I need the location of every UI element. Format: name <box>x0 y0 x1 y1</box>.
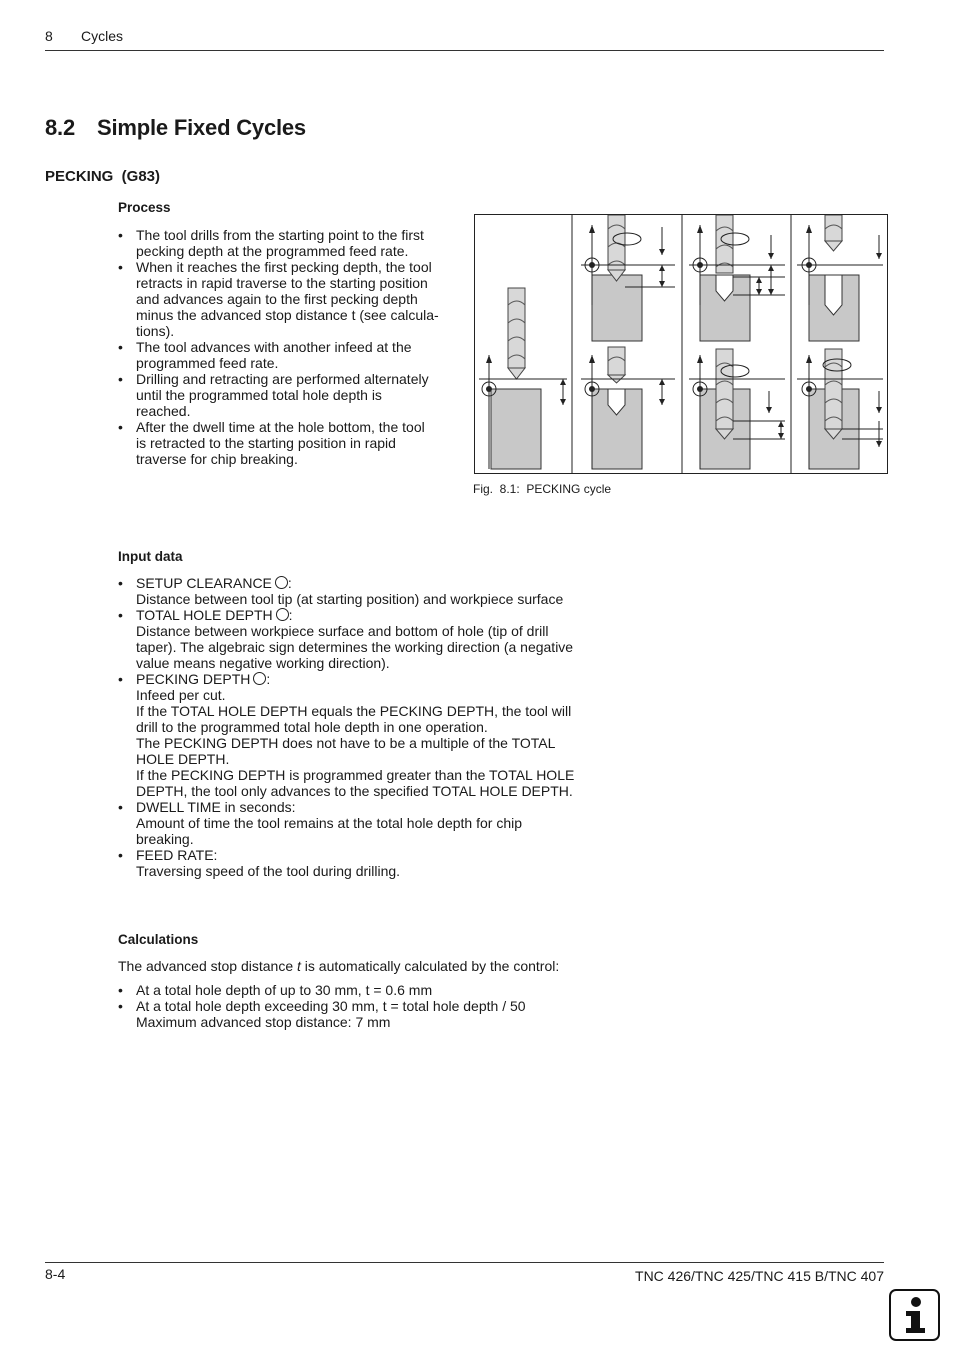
input-parameter-title <box>136 607 598 623</box>
process-step <box>118 419 458 467</box>
process-step <box>118 259 458 339</box>
process-step <box>118 339 458 371</box>
parameter-number-circle-icon <box>253 672 266 685</box>
input-data-list <box>118 575 598 879</box>
section-number: 8.2 <box>45 115 75 140</box>
input-parameter-description: Traversing speed of the tool during drilling. <box>136 863 401 879</box>
figure-step-3b <box>689 349 785 469</box>
process-step-line: traverse for chip breaking. <box>136 451 298 467</box>
input-parameter-name: FEED RATE: <box>136 847 218 863</box>
process-step-line: and advances again to the first pecking depth <box>136 291 418 307</box>
input-parameter-description: value means negative working direction). <box>136 655 390 671</box>
footer-product-name: TNC 426/TNC 425/TNC 415 B/TNC 407 <box>635 1268 884 1284</box>
input-parameter-description: If the PECKING DEPTH is programmed greater than the TOTAL HOLE <box>136 767 575 783</box>
input-parameter-description: If the TOTAL HOLE DEPTH equals the PECKING DEPTH, the tool will <box>136 703 572 719</box>
input-parameter <box>118 575 598 607</box>
input-parameter-description: Distance between workpiece surface and bottom of hole (tip of drill <box>136 623 549 639</box>
process-step-line: minus the advanced stop distance t (see calcula- <box>136 307 439 323</box>
figure-step-start <box>479 288 567 469</box>
input-parameter-description: HOLE DEPTH. <box>136 751 230 767</box>
process-step-line: tions). <box>136 323 175 339</box>
input-parameter-description: taper). The algebraic sign determines the working direction (a negative <box>136 639 574 655</box>
header-rule <box>45 50 884 51</box>
input-parameter-description: breaking. <box>136 831 194 847</box>
input-parameter-description: The PECKING DEPTH does not have to be a multiple of the TOTAL <box>136 735 556 751</box>
input-parameter-name: TOTAL HOLE DEPTH <box>136 607 273 623</box>
input-parameter-name: DWELL TIME in seconds: <box>136 799 296 815</box>
process-step-line: • The tool drills from the starting point to the first <box>136 227 424 243</box>
process-step-line: • The tool advances with another infeed at the <box>136 339 412 355</box>
figure-step-4a <box>797 215 883 341</box>
input-parameter-title <box>136 847 598 863</box>
process-heading: Process <box>118 200 171 215</box>
figure-step-2a <box>581 215 675 341</box>
parameter-number-circle-icon <box>276 608 289 621</box>
input-parameter <box>118 847 598 879</box>
input-parameter-description: DEPTH, the tool only advances to the specified TOTAL HOLE DEPTH. <box>136 783 573 799</box>
input-parameter-colon: : <box>266 671 271 687</box>
calculation-rule-line: Maximum advanced stop distance: 7 mm <box>136 1014 391 1030</box>
footer-page-number: 8-4 <box>45 1266 66 1282</box>
info-icon <box>889 1289 940 1341</box>
calculations-intro-text-end: is automatically calculated by the control: <box>300 958 560 974</box>
info-glyph <box>900 1295 930 1335</box>
figure-caption: Fig. 8.1: PECKING cycle <box>473 482 612 496</box>
figure-step-2b <box>581 347 675 469</box>
calculation-rule <box>118 982 598 998</box>
calculation-rule <box>118 998 598 1030</box>
process-step-line: pecking depth at the programmed feed rate. <box>136 243 409 259</box>
pecking-cycle-drawing <box>475 215 887 473</box>
input-parameter-description: Amount of time the tool remains at the total hole depth for chip <box>136 815 522 831</box>
section-heading <box>45 115 306 141</box>
input-parameter-colon: : <box>288 607 293 623</box>
footer-rule <box>45 1262 884 1263</box>
process-step-line: • Drilling and retracting are performed alternately <box>136 371 429 387</box>
process-list <box>118 227 458 467</box>
process-step-line: • After the dwell time at the hole bottom, the tool <box>136 419 425 435</box>
calculations-list <box>118 982 598 1030</box>
input-parameter <box>118 799 598 847</box>
calculations-heading: Calculations <box>118 932 199 947</box>
running-header <box>45 28 123 44</box>
calculation-rule-line: • At a total hole depth exceeding 30 mm, t = total hole depth / 50 <box>136 998 526 1014</box>
process-step-line: retracts in rapid traverse to the starting position <box>136 275 428 291</box>
input-parameter-description: Infeed per cut. <box>136 687 226 703</box>
parameter-number-circle-icon <box>275 576 288 589</box>
calculation-rule-line: • At a total hole depth of up to 30 mm, t = 0.6 mm <box>136 982 433 998</box>
process-step-line: reached. <box>136 403 191 419</box>
calculations-intro-text: The advanced stop distance <box>118 958 298 974</box>
input-parameter-name: PECKING DEPTH <box>136 671 251 687</box>
process-step-line: until the programmed total hole depth is <box>136 387 382 403</box>
input-data-heading: Input data <box>118 549 183 564</box>
input-parameter-title <box>136 671 598 687</box>
input-parameter-description: drill to the programmed total hole depth in one operation. <box>136 719 488 735</box>
input-parameter-title <box>136 799 598 815</box>
process-step-line: programmed feed rate. <box>136 355 279 371</box>
pecking-cycle-figure <box>474 214 888 474</box>
calculations-intro <box>118 958 559 974</box>
process-step <box>118 227 458 259</box>
process-step-line: • When it reaches the first pecking depth, the tool <box>136 259 432 275</box>
input-parameter <box>118 607 598 671</box>
calculations-intro-variable: t <box>297 958 301 974</box>
process-step <box>118 371 458 419</box>
header-chapter-number: 8 <box>45 28 53 44</box>
header-chapter-title: Cycles <box>81 28 124 44</box>
input-parameter-description: Distance between tool tip (at starting position) and workpiece surface <box>136 591 564 607</box>
input-parameter-colon: : <box>287 575 292 591</box>
input-parameter-name: SETUP CLEARANCE <box>136 575 272 591</box>
section-title: Simple Fixed Cycles <box>97 115 306 140</box>
process-step-line: is retracted to the starting position in rapid <box>136 435 396 451</box>
figure-step-3a <box>689 215 785 341</box>
input-parameter-title <box>136 575 598 591</box>
figure-step-4b <box>797 349 883 469</box>
subsection-heading: PECKING (G83) <box>45 168 161 185</box>
input-parameter <box>118 671 598 799</box>
